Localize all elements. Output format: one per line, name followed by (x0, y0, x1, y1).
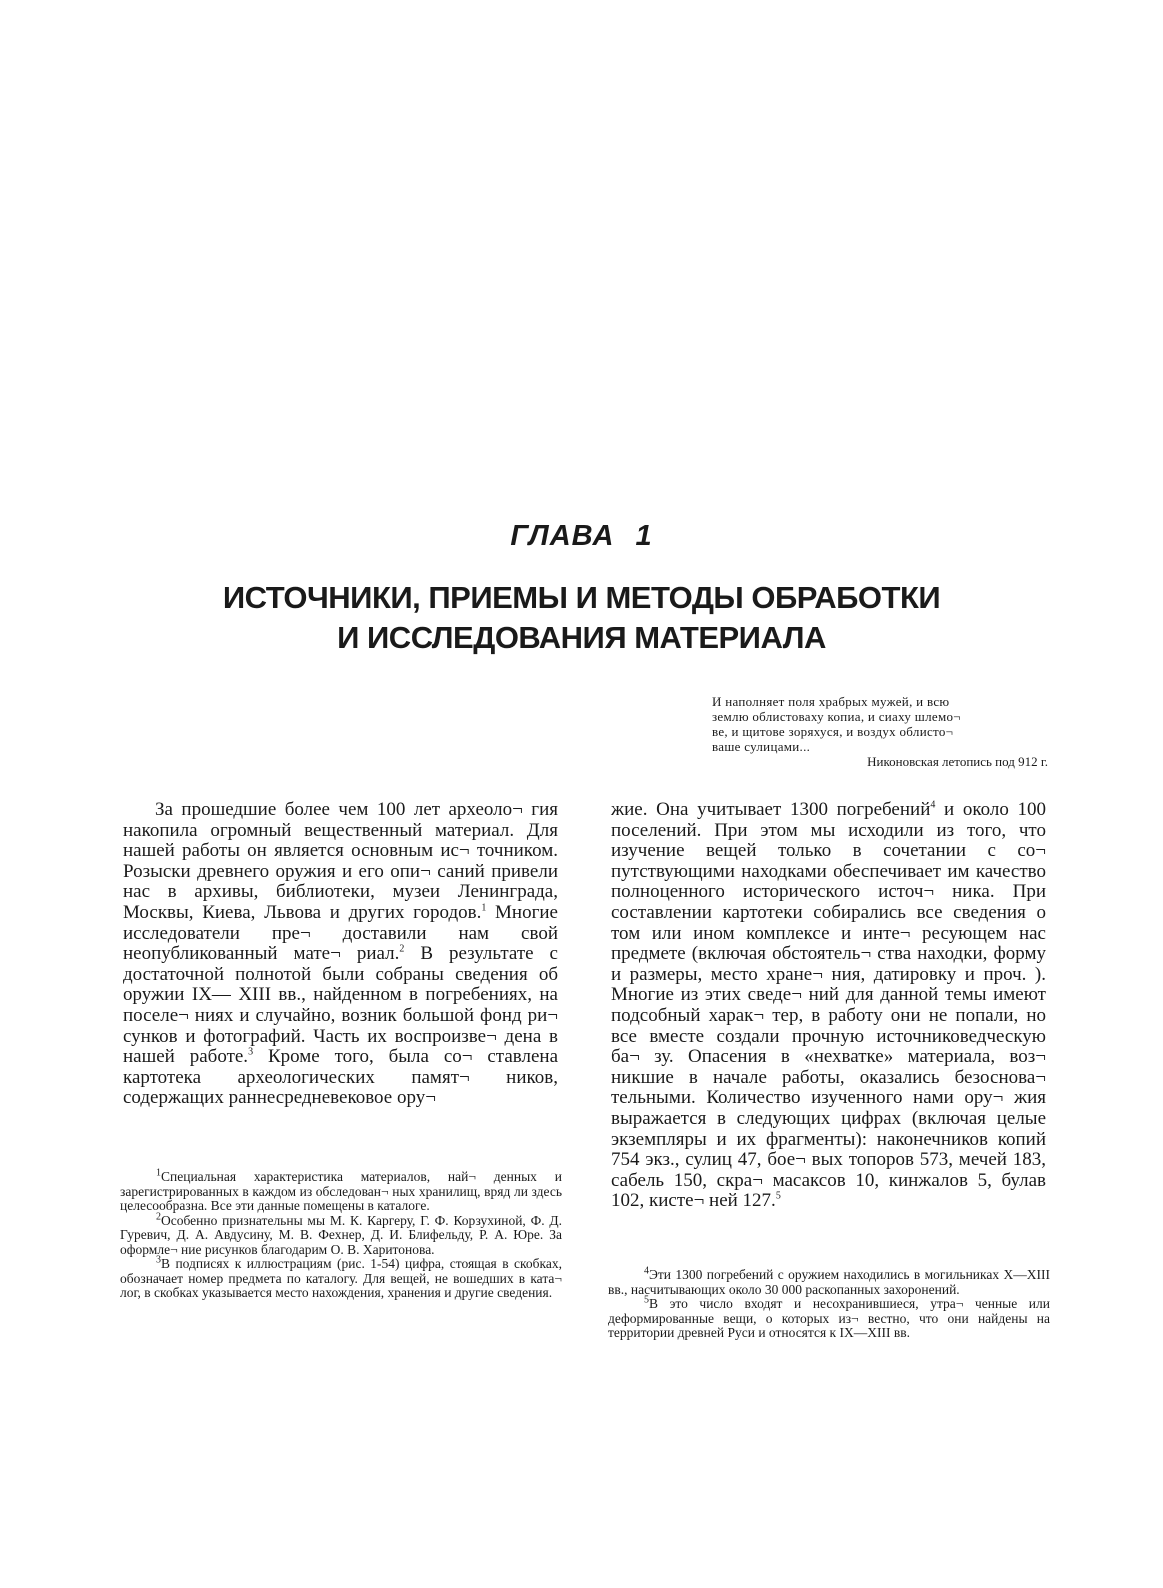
body-paragraph (123, 800, 558, 1109)
footnotes-left (120, 1167, 562, 1301)
footnote (608, 1294, 1050, 1341)
epigraph (712, 694, 1048, 769)
epigraph-source: Никоновская летопись под 912 г. (867, 754, 1048, 769)
footnote-ref: 4 (930, 799, 936, 811)
body-paragraph (611, 800, 1046, 1212)
footnote-ref: 5 (775, 1190, 781, 1202)
footnote-text: Специальная характеристика материалов, най¬ денных и зарегистрированных в каждом из обследован¬ ных хранилищ, вряд ли здесь целесообразна. Все эти данные помещены в каталоге. (120, 1169, 562, 1213)
footnote (608, 1265, 1050, 1297)
chapter-title-line: ИСТОЧНИКИ, ПРИЕМЫ И МЕТОДЫ ОБРАБОТКИ (222, 580, 941, 615)
footnote-ref: 2 (399, 943, 405, 955)
body-text: и около 100 поселений. При этом мы исходили из того, что изучение вещей только в сочетании с со¬ путствующими находками обеспечивает им качество полноценного исторического источ¬ ника. При составлении картотеки собирались все сведения о том или ином комплексе и инте¬ ресующем нас предмете (включая обстоятель¬ ства находки, форму и размеры, место хране¬ ния, датировку и проч. ). Многие из этих сведе¬ ний для данной темы имеют подсобный харак¬ тер, в работу они не попали, но все вместе создали прочную источниковедческую ба¬ зу. Опасения в «нехватке» материала, воз¬ никшие в начале работы, оказались безоснова¬ тельными. Количество изученного нами ору¬ жия выражается в следующих цифрах (включая целые экземпляры и их фрагменты): наконечников копий 754 экз., сулиц 47, бое¬ вых топоров 573, мечей 183, сабель 150, скра¬ масаксов 10, кинжалов 5, булав 102, кисте¬ ней 127. (611, 799, 1046, 1212)
footnote-ref: 3 (248, 1046, 254, 1058)
footnote-text: В подписях к иллюстрациям (рис. 1-54) цифра, стоящая в скобках, обозначает номер предмета по каталогу. Для вещей, не вошедших в ката¬ лог, в скобках указывается место нахождения, хранения и другие сведения. (120, 1256, 562, 1300)
body-text: жие. Она учитывает 1300 погребений (611, 799, 931, 820)
body-text: В результате с достаточной полнотой были собраны сведения об оружии IX— XIII вв., найденном в погребениях, на поселе¬ ниях и случайно, возник большой фонд ри¬ сунков и фотографий. Часть их воспроизве¬ дена в нашей работе. (123, 943, 558, 1068)
footnote (120, 1211, 562, 1258)
body-text: За прошедшие более чем 100 лет археоло¬ гия накопила огромный вещественный материал. Для нашей работы он является основным ис¬ точником. Розыски древнего оружия и его опи¬ саний привели нас в архивы, библиотеки, музеи Ленинграда, Москвы, Киева, Львова и других городов. (123, 799, 558, 923)
footnote-number: 5 (644, 1294, 649, 1306)
epigraph-line: И наполняет поля храбрых мужей, и всю (712, 694, 950, 709)
footnote-number: 1 (156, 1167, 161, 1179)
body-column-left (123, 800, 558, 1109)
footnote (120, 1254, 562, 1301)
footnote-text: Особенно признательны мы М. К. Каргеру, Г. Ф. Корзухиной, Ф. Д. Гуревич, Д. А. Авдусину, М. В. Фехнер, Д. И. Блифельду, Р. А. Юре. За оформле¬ ние рисунков благодарим О. В. Харитонова. (120, 1212, 562, 1257)
chapter-title (0, 578, 1163, 658)
epigraph-line: ваше сулицами... (712, 739, 811, 754)
footnote-number: 4 (644, 1265, 649, 1277)
footnote-text: В это число входят и несохранившиеся, утра¬ ченные или деформированные вещи, о которых из¬ вестно, что они найдены на территории древней Руси и относятся к IX—XIII вв. (608, 1296, 1050, 1340)
epigraph-line: ве, и щитове зоряхуся, и воздух облисто¬ (712, 724, 954, 739)
footnote-ref: 1 (481, 902, 487, 914)
footnote-number: 2 (156, 1211, 161, 1222)
footnote (120, 1167, 562, 1214)
footnote-text: Эти 1300 погребений с оружием находились в могильниках X—XIII вв., насчитывающих около 30 000 раскопанных захоронений. (608, 1267, 1050, 1297)
footnote-number: 3 (156, 1254, 161, 1266)
footnotes-right (608, 1265, 1050, 1341)
epigraph-line: землю облистоваху копиа, и сиаху шлемо¬ (712, 709, 961, 724)
chapter-label: ГЛАВА 1 (510, 520, 653, 552)
body-column-right (611, 800, 1046, 1212)
body-text: Кроме того, была со¬ ставлена картотека археологических памят¬ ников, содержащих раннесредневековое ору¬ (123, 1046, 558, 1109)
chapter-title-line: И ИССЛЕДОВАНИЯ МАТЕРИАЛА (337, 620, 826, 655)
body-text: Многие исследователи пре¬ доставили нам свой неопубликованный мате¬ риал. (123, 901, 558, 965)
